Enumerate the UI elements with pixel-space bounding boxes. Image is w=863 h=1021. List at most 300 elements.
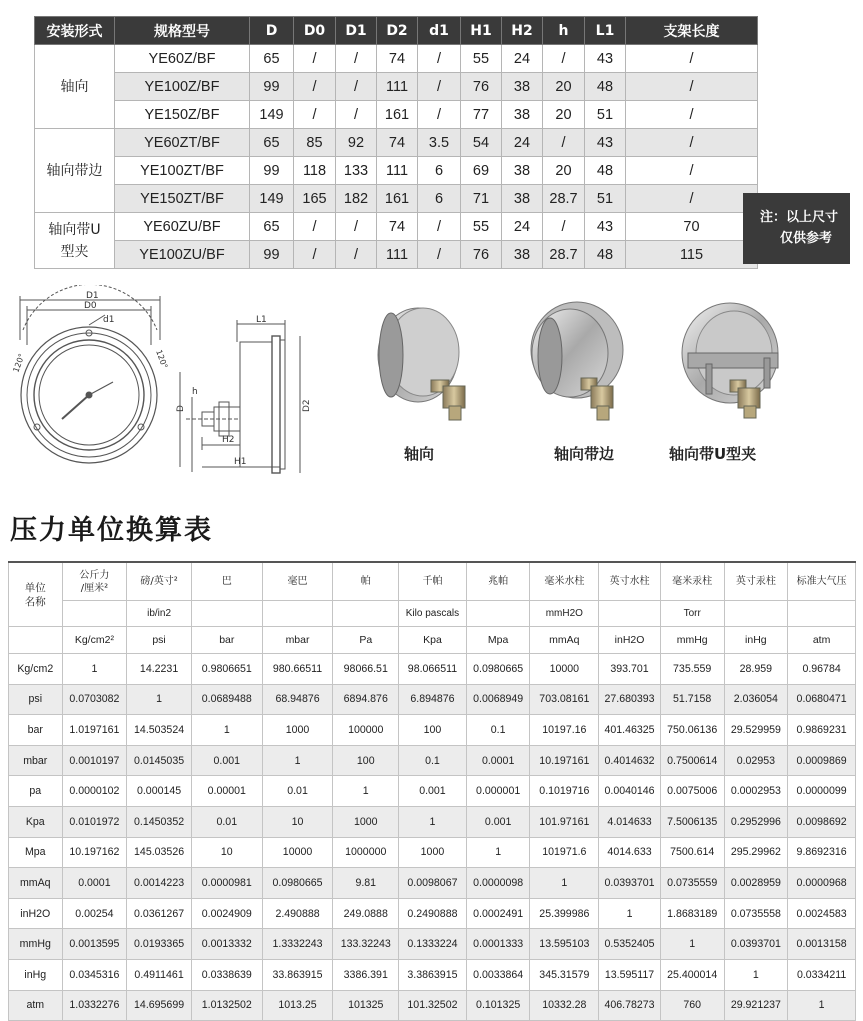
spec-value-cell: / <box>336 101 377 129</box>
conversion-value-cell: 0.0075006 <box>660 776 724 807</box>
conversion-row-unit: bar <box>9 715 63 746</box>
conversion-value-cell: 0.0101972 <box>62 806 127 837</box>
conversion-unit-name <box>333 562 399 601</box>
conversion-value-cell: 0.0009869 <box>788 745 856 776</box>
conversion-alt-unit: Kilo pascals <box>399 601 467 627</box>
conversion-row-unit: atm <box>9 990 63 1021</box>
conversion-row-unit: inHg <box>9 959 63 990</box>
spec-header-row <box>35 17 758 45</box>
conversion-blank-cell <box>9 627 63 654</box>
spec-row <box>35 129 758 157</box>
conversion-value-cell: 0.000001 <box>466 776 530 807</box>
conversion-value-cell: 0.0000099 <box>788 776 856 807</box>
conversion-row-unit: Kg/cm2 <box>9 654 63 685</box>
conversion-unit-name-line: 帕 <box>360 576 371 587</box>
conversion-unit-name-line: 标准大气压 <box>796 576 847 587</box>
spec-row <box>35 213 758 241</box>
conversion-row-unit: psi <box>9 684 63 715</box>
conversion-unit-name <box>62 562 127 601</box>
conversion-unit-name <box>530 562 599 601</box>
spec-value-cell: 6 <box>418 157 461 185</box>
conversion-unit-symbol: Kg/cm2² <box>62 627 127 654</box>
spec-value-cell: 65 <box>250 129 294 157</box>
conversion-value-cell: 703.08161 <box>530 684 599 715</box>
spec-model-cell: YE100Z/BF <box>115 73 250 101</box>
conversion-value-cell: 0.0014223 <box>127 868 192 899</box>
spec-value-cell: 74 <box>377 129 418 157</box>
conversion-value-cell: 0.0033864 <box>466 959 530 990</box>
spec-value-cell: 38 <box>502 73 543 101</box>
conversion-value-cell: 1 <box>530 868 599 899</box>
label-D0: D0 <box>84 301 97 311</box>
conversion-alt-unit: mmH2O <box>530 601 599 627</box>
conversion-value-cell: 29.529959 <box>724 715 788 746</box>
conversion-value-cell: 0.0000098 <box>466 868 530 899</box>
spec-header-cell: D0 <box>294 17 336 45</box>
spec-group-label-line: 轴向带边 <box>46 162 103 179</box>
spec-value-cell: / <box>294 241 336 269</box>
spec-model-cell: YE150ZT/BF <box>115 185 250 213</box>
conversion-value-cell: 101971.6 <box>530 837 599 868</box>
spec-header-cell: H2 <box>502 17 543 45</box>
spec-value-cell: / <box>294 73 336 101</box>
conversion-value-cell: 33.863915 <box>262 959 333 990</box>
conversion-unit-name-line: 兆帕 <box>488 576 509 587</box>
conversion-unit-symbol: inHg <box>724 627 788 654</box>
spec-model-cell: YE60Z/BF <box>115 45 250 73</box>
conversion-row <box>9 898 856 929</box>
spec-value-cell: / <box>626 101 758 129</box>
label-D: D <box>176 405 186 412</box>
spec-value-cell: 92 <box>336 129 377 157</box>
spec-value-cell: 182 <box>336 185 377 213</box>
conversion-unit-name-line: 巴 <box>221 576 232 587</box>
conversion-value-cell: 51.7158 <box>660 684 724 715</box>
spec-value-cell: / <box>294 213 336 241</box>
spec-value-cell: 28.7 <box>543 185 585 213</box>
conversion-value-cell: 0.0000981 <box>191 868 262 899</box>
spec-value-cell: 20 <box>543 73 585 101</box>
conversion-value-cell: 14.2231 <box>127 654 192 685</box>
spec-value-cell: / <box>294 45 336 73</box>
conversion-row <box>9 868 856 899</box>
conversion-value-cell: 10 <box>191 837 262 868</box>
spec-value-cell: 161 <box>377 185 418 213</box>
conversion-value-cell: 0.0680471 <box>788 684 856 715</box>
spec-value-cell: 43 <box>585 213 626 241</box>
spec-value-cell: 38 <box>502 157 543 185</box>
conversion-unit-name-line: /厘米² <box>80 582 109 594</box>
conversion-value-cell: 0.0002953 <box>724 776 788 807</box>
conversion-symbol-row <box>9 627 856 654</box>
spec-value-cell: 76 <box>461 241 502 269</box>
spec-value-cell: 77 <box>461 101 502 129</box>
spec-value-cell: 70 <box>626 213 758 241</box>
conversion-row-unit: Kpa <box>9 806 63 837</box>
conversion-title: 压力单位换算表 <box>10 515 213 546</box>
conversion-value-cell: 0.001 <box>191 745 262 776</box>
conversion-value-cell: 0.001 <box>399 776 467 807</box>
spec-value-cell: / <box>626 157 758 185</box>
conversion-value-cell: 3.3863915 <box>399 959 467 990</box>
spec-value-cell: 149 <box>250 185 294 213</box>
conversion-value-cell: 10332.28 <box>530 990 599 1021</box>
conversion-value-cell: 0.00001 <box>191 776 262 807</box>
conversion-unit-name <box>660 562 724 601</box>
spec-row <box>35 45 758 73</box>
conversion-alt-unit: ib/in2 <box>127 601 192 627</box>
conversion-value-cell: 0.0735558 <box>724 898 788 929</box>
spec-value-cell: / <box>418 45 461 73</box>
spec-value-cell: / <box>626 45 758 73</box>
spec-value-cell: 6 <box>418 185 461 213</box>
conversion-corner-line: 单位 <box>24 581 46 594</box>
conversion-unit-symbol: mmHg <box>660 627 724 654</box>
spec-header-cell: 安装形式 <box>35 17 115 45</box>
conversion-value-cell: 0.0000102 <box>62 776 127 807</box>
conversion-value-cell: 0.0000968 <box>788 868 856 899</box>
conversion-value-cell: 14.503524 <box>127 715 192 746</box>
conversion-unit-name-line: 公斤力 <box>79 569 110 581</box>
spec-model-cell: YE100ZU/BF <box>115 241 250 269</box>
conversion-unit-name-line: 毫米水柱 <box>544 576 585 587</box>
conversion-unit-symbol: atm <box>788 627 856 654</box>
spec-value-cell: 65 <box>250 213 294 241</box>
conversion-corner-line: 名称 <box>24 595 46 608</box>
conversion-value-cell: 1 <box>62 654 127 685</box>
conversion-unit-name <box>466 562 530 601</box>
conversion-name-row <box>9 562 856 601</box>
conversion-alt-unit <box>191 601 262 627</box>
conversion-unit-name <box>191 562 262 601</box>
conversion-alt-unit <box>788 601 856 627</box>
conversion-value-cell: 1 <box>262 745 333 776</box>
conversion-value-cell: 393.701 <box>599 654 661 685</box>
conversion-unit-name <box>127 562 192 601</box>
conversion-value-cell: 145.03526 <box>127 837 192 868</box>
conversion-value-cell: 4.014633 <box>599 806 661 837</box>
spec-group-label <box>35 213 115 269</box>
conversion-value-cell: 29.921237 <box>724 990 788 1021</box>
conversion-value-cell: 133.32243 <box>333 929 399 960</box>
spec-value-cell: 111 <box>377 157 418 185</box>
conversion-unit-symbol: Kpa <box>399 627 467 654</box>
spec-row <box>35 241 758 269</box>
conversion-value-cell: 0.96784 <box>788 654 856 685</box>
conversion-alt-unit: Torr <box>660 601 724 627</box>
conversion-value-cell: 0.0338639 <box>191 959 262 990</box>
spec-value-cell: 55 <box>461 213 502 241</box>
photo-caption: 轴向带U型夹 <box>669 445 757 463</box>
spec-note-box <box>743 193 850 264</box>
label-D2: D2 <box>302 399 312 412</box>
spec-group-label-line: 轴向 <box>60 78 89 95</box>
spec-value-cell: 55 <box>461 45 502 73</box>
conversion-value-cell: 0.0040146 <box>599 776 661 807</box>
conversion-value-cell: 760 <box>660 990 724 1021</box>
spec-value-cell: 20 <box>543 157 585 185</box>
conversion-value-cell: 0.1 <box>466 715 530 746</box>
conversion-value-cell: 10.197162 <box>62 837 127 868</box>
photo-axial-u-clamp-gauge <box>668 298 793 423</box>
conversion-value-cell: 101.97161 <box>530 806 599 837</box>
conversion-value-cell: 7500.614 <box>660 837 724 868</box>
spec-table-container <box>34 16 720 269</box>
spec-value-cell: 74 <box>377 45 418 73</box>
spec-value-cell: 69 <box>461 157 502 185</box>
conversion-value-cell: 0.01 <box>262 776 333 807</box>
spec-header-cell: D <box>250 17 294 45</box>
conversion-value-cell: 14.695699 <box>127 990 192 1021</box>
conversion-value-cell: 6894.876 <box>333 684 399 715</box>
spec-header-cell: h <box>543 17 585 45</box>
conversion-value-cell: 0.01 <box>191 806 262 837</box>
conversion-unit-name <box>724 562 788 601</box>
conversion-unit-name-line: 千帕 <box>422 576 443 587</box>
conversion-value-cell: 0.0013595 <box>62 929 127 960</box>
conversion-value-cell: 249.0888 <box>333 898 399 929</box>
conversion-value-cell: 0.2952996 <box>724 806 788 837</box>
label-D1: D1 <box>86 291 99 301</box>
conversion-value-cell: 25.399986 <box>530 898 599 929</box>
spec-value-cell: 54 <box>461 129 502 157</box>
conversion-value-cell: 0.001 <box>466 806 530 837</box>
conversion-value-cell: 0.0393701 <box>724 929 788 960</box>
conversion-value-cell: 0.0068949 <box>466 684 530 715</box>
spec-value-cell: / <box>626 73 758 101</box>
conversion-alt-unit <box>62 601 127 627</box>
spec-value-cell: 3.5 <box>418 129 461 157</box>
conversion-value-cell: 0.2490888 <box>399 898 467 929</box>
spec-row <box>35 185 758 213</box>
conversion-value-cell: 98.066511 <box>399 654 467 685</box>
front-view-drawing <box>10 285 170 475</box>
conversion-value-cell: 0.0013158 <box>788 929 856 960</box>
conversion-value-cell: 0.0393701 <box>599 868 661 899</box>
label-H2: H2 <box>222 435 235 445</box>
conversion-value-cell: 0.0002491 <box>466 898 530 929</box>
conversion-value-cell: 0.0024909 <box>191 898 262 929</box>
conversion-value-cell: 0.0345316 <box>62 959 127 990</box>
conversion-value-cell: 100 <box>333 745 399 776</box>
conversion-value-cell: 980.66511 <box>262 654 333 685</box>
conversion-unit-symbol: inH2O <box>599 627 661 654</box>
conversion-unit-symbol: Pa <box>333 627 399 654</box>
conversion-value-cell: 100 <box>399 715 467 746</box>
conversion-value-cell: 9.8692316 <box>788 837 856 868</box>
conversion-value-cell: 10000 <box>262 837 333 868</box>
spec-value-cell: 48 <box>585 241 626 269</box>
spec-value-cell: 24 <box>502 129 543 157</box>
spec-header-cell: 规格型号 <box>115 17 250 45</box>
spec-row <box>35 73 758 101</box>
spec-table-body <box>35 45 758 269</box>
conversion-value-cell: 0.000145 <box>127 776 192 807</box>
conversion-value-cell: 0.4014632 <box>599 745 661 776</box>
spec-note-line: 仅供参考 <box>780 231 833 246</box>
conversion-value-cell: 13.595103 <box>530 929 599 960</box>
spec-value-cell: 48 <box>585 73 626 101</box>
conversion-value-cell: 1000 <box>399 837 467 868</box>
conversion-alt-unit <box>333 601 399 627</box>
spec-value-cell: 115 <box>626 241 758 269</box>
conversion-row <box>9 684 856 715</box>
conversion-row <box>9 959 856 990</box>
conversion-alt-unit <box>262 601 333 627</box>
conversion-value-cell: 0.1019716 <box>530 776 599 807</box>
conversion-value-cell: 0.9806651 <box>191 654 262 685</box>
conversion-value-cell: 1000 <box>333 806 399 837</box>
spec-row <box>35 157 758 185</box>
conversion-row-unit: pa <box>9 776 63 807</box>
conversion-value-cell: 1000000 <box>333 837 399 868</box>
conversion-row <box>9 654 856 685</box>
conversion-unit-name-line: 英寸水柱 <box>609 576 650 587</box>
spec-value-cell: 43 <box>585 45 626 73</box>
conversion-value-cell: 1.0332276 <box>62 990 127 1021</box>
conversion-value-cell: 1 <box>788 990 856 1021</box>
conversion-unit-name <box>599 562 661 601</box>
conversion-table <box>8 561 856 1021</box>
conversion-unit-symbol: psi <box>127 627 192 654</box>
spec-value-cell: 43 <box>585 129 626 157</box>
conversion-value-cell: 0.0001333 <box>466 929 530 960</box>
spec-value-cell: / <box>336 73 377 101</box>
conversion-value-cell: 1013.25 <box>262 990 333 1021</box>
conversion-table-container <box>8 561 856 1021</box>
spec-group-label <box>35 45 115 129</box>
label-h: h <box>192 387 198 397</box>
conversion-corner-cell <box>9 562 63 627</box>
spec-value-cell: 161 <box>377 101 418 129</box>
conversion-value-cell: 1 <box>724 959 788 990</box>
conversion-value-cell: 101325 <box>333 990 399 1021</box>
conversion-row-unit: mmAq <box>9 868 63 899</box>
conversion-table-body <box>9 654 856 1021</box>
conversion-value-cell: 0.0361267 <box>127 898 192 929</box>
conversion-value-cell: 101.32502 <box>399 990 467 1021</box>
label-angle-right: 120° <box>154 348 170 370</box>
conversion-unit-name-line: 磅/英寸² <box>140 576 178 587</box>
label-angle-left: 120° <box>11 352 27 374</box>
spec-value-cell: / <box>626 129 758 157</box>
conversion-unit-name <box>262 562 333 601</box>
spec-value-cell: / <box>336 241 377 269</box>
spec-model-cell: YE60ZU/BF <box>115 213 250 241</box>
spec-value-cell: 48 <box>585 157 626 185</box>
spec-value-cell: 85 <box>294 129 336 157</box>
spec-value-cell: 51 <box>585 101 626 129</box>
spec-value-cell: / <box>543 129 585 157</box>
conversion-alt-unit-row <box>9 601 856 627</box>
spec-group-label <box>35 129 115 213</box>
conversion-alt-unit <box>724 601 788 627</box>
conversion-unit-name-line: 英寸汞柱 <box>735 576 776 587</box>
spec-value-cell: 71 <box>461 185 502 213</box>
conversion-value-cell: 25.400014 <box>660 959 724 990</box>
conversion-unit-name-line: 毫米汞柱 <box>672 576 713 587</box>
conversion-value-cell: 0.0334211 <box>788 959 856 990</box>
spec-value-cell: 111 <box>377 241 418 269</box>
conversion-value-cell: 0.0013332 <box>191 929 262 960</box>
spec-header-cell: H1 <box>461 17 502 45</box>
spec-value-cell: / <box>294 101 336 129</box>
conversion-value-cell: 6.894876 <box>399 684 467 715</box>
conversion-value-cell: 0.0145035 <box>127 745 192 776</box>
photo-axial-flange-gauge <box>515 298 635 423</box>
conversion-value-cell: 0.0735559 <box>660 868 724 899</box>
conversion-value-cell: 0.0001 <box>62 868 127 899</box>
conversion-value-cell: 27.680393 <box>599 684 661 715</box>
conversion-value-cell: 0.0028959 <box>724 868 788 899</box>
conversion-value-cell: 1.0197161 <box>62 715 127 746</box>
conversion-value-cell: 3386.391 <box>333 959 399 990</box>
conversion-value-cell: 10 <box>262 806 333 837</box>
conversion-value-cell: 0.0689488 <box>191 684 262 715</box>
label-H1: H1 <box>234 457 247 467</box>
spec-value-cell: / <box>418 241 461 269</box>
spec-note-line: 注：以上尺寸 <box>760 210 839 225</box>
spec-value-cell: / <box>336 213 377 241</box>
label-small-d1: d1 <box>103 315 115 325</box>
spec-value-cell: 99 <box>250 73 294 101</box>
spec-value-cell: 133 <box>336 157 377 185</box>
spec-model-cell: YE150Z/BF <box>115 101 250 129</box>
conversion-value-cell: 9.81 <box>333 868 399 899</box>
conversion-table-head <box>9 562 856 654</box>
conversion-value-cell: 0.9869231 <box>788 715 856 746</box>
spec-header-cell: D1 <box>336 17 377 45</box>
conversion-value-cell: 0.0703082 <box>62 684 127 715</box>
spec-value-cell: 38 <box>502 241 543 269</box>
conversion-unit-name <box>788 562 856 601</box>
spec-value-cell: / <box>418 213 461 241</box>
spec-value-cell: / <box>626 185 758 213</box>
spec-value-cell: / <box>336 45 377 73</box>
spec-header-cell: D2 <box>377 17 418 45</box>
spec-value-cell: 20 <box>543 101 585 129</box>
conversion-row-unit: inH2O <box>9 898 63 929</box>
conversion-row <box>9 990 856 1021</box>
photo-caption: 轴向 <box>404 445 435 463</box>
conversion-value-cell: 0.4911461 <box>127 959 192 990</box>
conversion-value-cell: 2.036054 <box>724 684 788 715</box>
conversion-value-cell: 0.0193365 <box>127 929 192 960</box>
conversion-value-cell: 0.101325 <box>466 990 530 1021</box>
spec-header-cell: 支架长度 <box>626 17 758 45</box>
conversion-row-unit: Mpa <box>9 837 63 868</box>
conversion-value-cell: 0.7500614 <box>660 745 724 776</box>
conversion-row <box>9 837 856 868</box>
conversion-value-cell: 10197.16 <box>530 715 599 746</box>
spec-value-cell: 76 <box>461 73 502 101</box>
spec-value-cell: 118 <box>294 157 336 185</box>
conversion-value-cell: 1 <box>191 715 262 746</box>
conversion-value-cell: 10.197161 <box>530 745 599 776</box>
conversion-value-cell: 1 <box>660 929 724 960</box>
conversion-value-cell: 1 <box>127 684 192 715</box>
conversion-value-cell: 100000 <box>333 715 399 746</box>
spec-value-cell: / <box>418 101 461 129</box>
photo-axial-gauge <box>363 300 483 425</box>
conversion-value-cell: 1 <box>466 837 530 868</box>
spec-table <box>34 16 758 269</box>
spec-group-label-line: 轴向带U <box>48 221 101 238</box>
spec-value-cell: 99 <box>250 241 294 269</box>
conversion-value-cell: 98066.51 <box>333 654 399 685</box>
conversion-value-cell: 0.0001 <box>466 745 530 776</box>
conversion-value-cell: 406.78273 <box>599 990 661 1021</box>
